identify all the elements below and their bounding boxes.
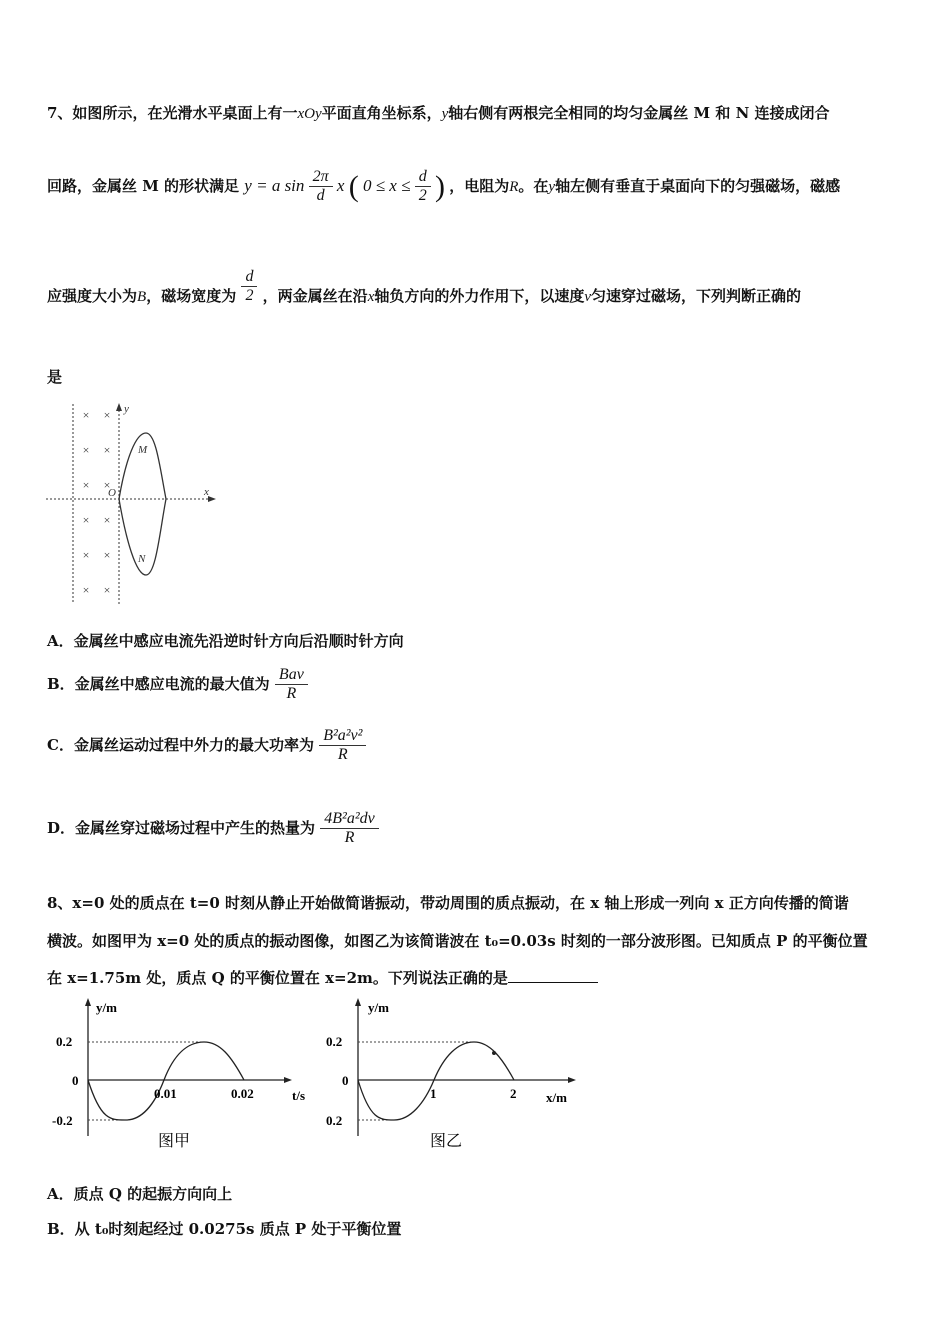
svg-text:y/m: y/m (96, 1000, 117, 1015)
svg-text:2: 2 (510, 1086, 517, 1101)
q8-line-3: 在 x=1.75m 处，质点 Q 的平衡位置在 x=2m。下列说法正确的是 (47, 967, 598, 988)
svg-text:N: N (138, 553, 146, 565)
svg-text:M: M (138, 444, 148, 456)
q7-magnetic-field-figure (44, 398, 224, 608)
field-cross: × (103, 583, 111, 597)
svg-text:0.01: 0.01 (154, 1086, 177, 1101)
svg-text:0.2: 0.2 (326, 1034, 343, 1049)
svg-text:0.2: 0.2 (56, 1034, 73, 1049)
svg-text:-0.2: -0.2 (52, 1113, 73, 1128)
field-cross: × (82, 513, 90, 527)
field-cross: × (103, 513, 111, 527)
field-cross: × (82, 443, 90, 457)
q7-option-d: D．金属丝穿过磁场过程中产生的热量为 $\frac{\text{4B²a²dv}}{R}$ (47, 810, 379, 848)
q7-line-1: 7、如图所示，在光滑水平桌面上有一xOy平面直角坐标系，y轴右侧有两根完全相同的均匀金属丝 M 和 N 连接成闭合 (47, 104, 830, 122)
waveform-curve (358, 1042, 514, 1120)
q7-line-3: 应强度大小为B，磁场宽度为 $\frac{d}{2}$ ，两金属丝在沿x轴负方向的外力作用下，以速度v匀速穿过磁场，下列判断正确的 (47, 268, 802, 305)
field-cross: × (82, 478, 90, 492)
field-cross: × (103, 443, 111, 457)
field-cross: × (82, 408, 90, 422)
svg-text:x/m: x/m (546, 1090, 567, 1105)
graph-a-vibration (46, 996, 336, 1156)
field-cross: × (82, 583, 90, 597)
svg-text:y: y (124, 403, 129, 415)
q8-option-a: A．质点 Q 的起振方向向上 (47, 1185, 233, 1203)
svg-text:O: O (108, 487, 116, 499)
wire-m (119, 433, 166, 499)
field-cross: × (103, 478, 111, 492)
svg-text:0: 0 (72, 1073, 79, 1088)
graph-b-waveform (324, 996, 594, 1156)
svg-text:图甲: 图甲 (158, 1133, 191, 1150)
answer-blank (508, 968, 598, 983)
q8-option-b: B．从 t₀时刻起经过 0.0275s 质点 P 处于平衡位置 (47, 1220, 402, 1238)
svg-text:y/m: y/m (368, 1000, 389, 1015)
field-cross: × (82, 548, 90, 562)
vibration-curve (88, 1042, 244, 1120)
field-cross: × (103, 408, 111, 422)
svg-text:0.02: 0.02 (231, 1086, 254, 1101)
q7-option-a: A．金属丝中感应电流先沿逆时针方向后沿顺时针方向 (47, 632, 404, 650)
equation-m-shape: y = a sin $\frac{2\pi}{d}$ x ( 0 ≤ x ≤ $\frac{d}{2}$ ) (244, 168, 445, 205)
q7-line-2: 回路，金属丝 M 的形状满足 y = a sin $\frac{2\pi}{d}$ x ( 0 ≤ x ≤ $\frac{d}{2}$ ) ，电阻为R。在y轴左侧有垂直于桌面向下的匀强磁场，磁感 (47, 168, 841, 205)
q7-option-c: C．金属丝运动过程中外力的最大功率为 $\frac{\text{B²a²v²}}{R}$ (47, 727, 366, 765)
q7-option-b: B．金属丝中感应电流的最大值为 $\frac{\text{Bav}}{R}$ (47, 666, 308, 704)
q8-line-1: 8、x=0 处的质点在 t=0 时刻从静止开始做简谐振动，带动周围的质点振动，在 x 轴上形成一列向 x 正方向传播的简谐 (47, 894, 849, 912)
q7-line-4: 是 (47, 368, 63, 386)
svg-text:0.2: 0.2 (326, 1113, 343, 1128)
q8-line-2: 横波。如图甲为 x=0 处的质点的振动图像，如图乙为该简谐波在 t₀=0.03s 时刻的一部分波形图。已知质点 P 的平衡位置 (47, 932, 868, 950)
svg-text:x: x (204, 486, 209, 498)
svg-text:t/s: t/s (292, 1088, 305, 1103)
field-cross: × (103, 548, 111, 562)
svg-text:0: 0 (342, 1073, 349, 1088)
svg-text:1: 1 (430, 1086, 437, 1101)
svg-text:图乙: 图乙 (430, 1133, 463, 1150)
point-p (492, 1051, 496, 1055)
